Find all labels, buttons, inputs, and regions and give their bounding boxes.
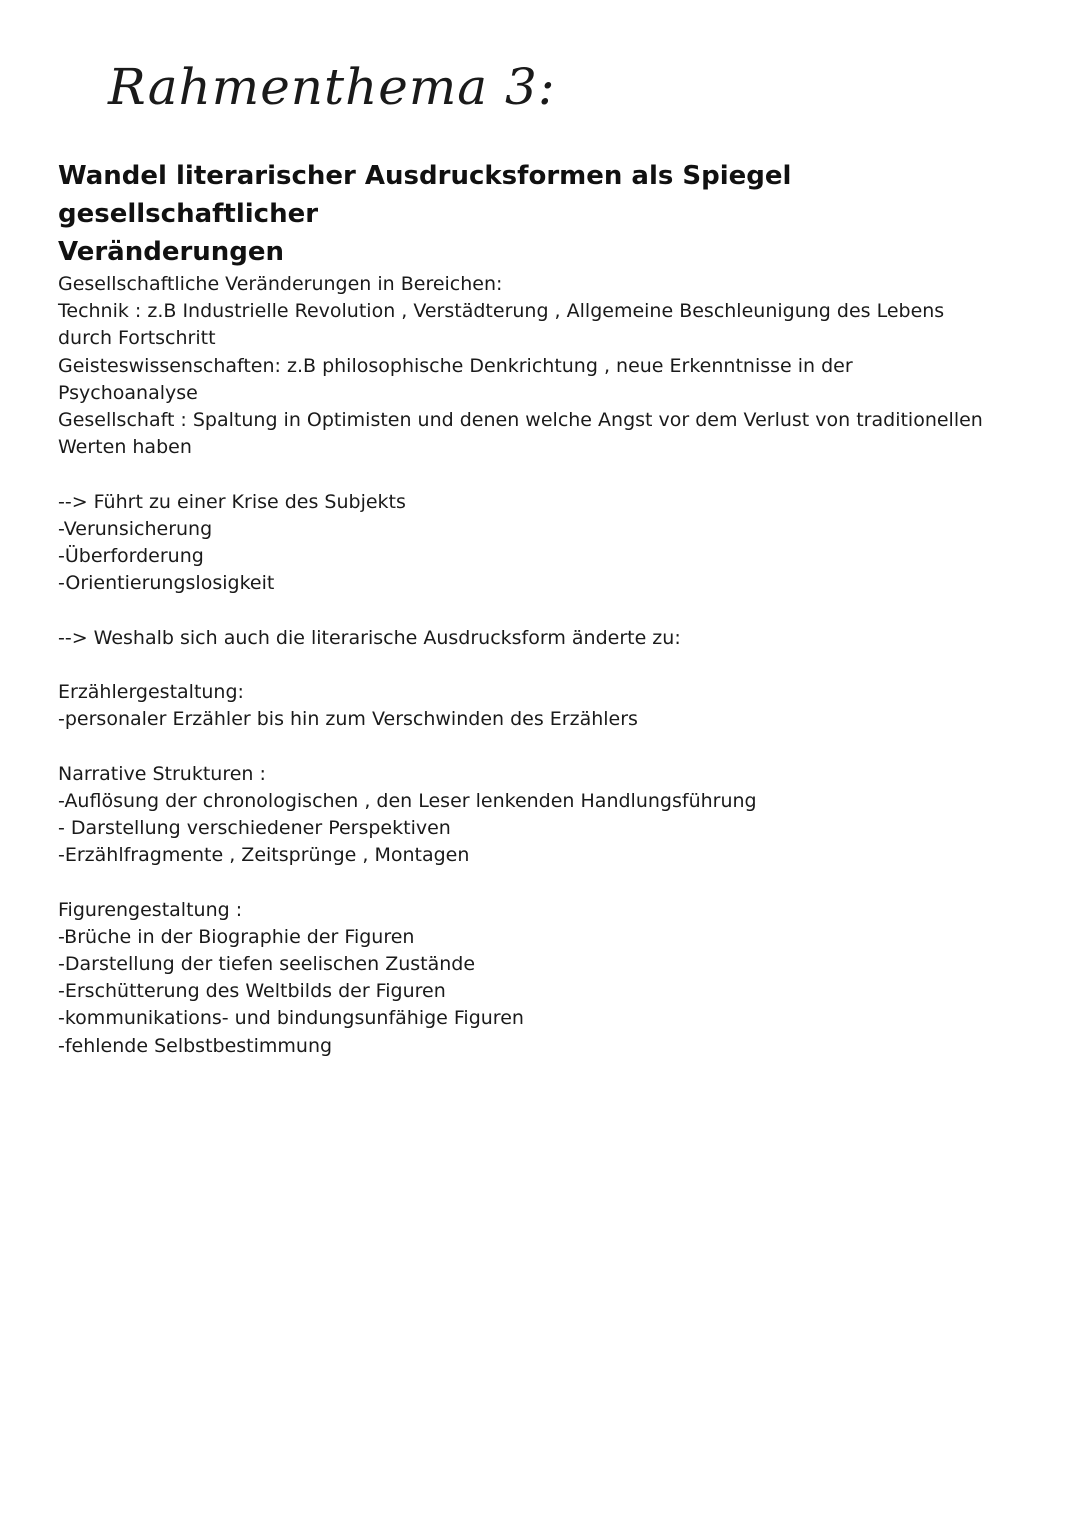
text-line: Gesellschaft : Spaltung in Optimisten und denen welche Angst vor dem Verlust von traditionellen xyxy=(58,409,983,432)
list-item: -Erschütterung des Weltbilds der Figuren xyxy=(58,980,446,1003)
blank-line xyxy=(58,597,1018,624)
blank-line xyxy=(58,461,1018,488)
list-item: -Verunsicherung xyxy=(58,517,213,540)
list-item: -Auflösung der chronologischen , den Leser lenkenden Handlungsführung xyxy=(58,789,757,812)
text-line: Gesellschaftliche Veränderungen in Bereichen: xyxy=(58,273,503,295)
text-line: --> Führt zu einer Krise des Subjekts xyxy=(58,490,406,513)
section-label: Narrative Strukturen : xyxy=(58,762,266,785)
structures-section xyxy=(58,761,1018,870)
document-content xyxy=(58,157,1018,1060)
narrator-section xyxy=(58,679,1018,733)
list-item: -Erzählfragmente , Zeitsprünge , Montagen xyxy=(58,844,470,867)
text-line: --> Weshalb sich auch die literarische Ausdrucksform änderte zu: xyxy=(58,626,681,649)
list-item: -personaler Erzähler bis hin zum Verschwinden des Erzählers xyxy=(58,708,638,731)
heading-line: Wandel literarischer Ausdrucksformen als Spiegel gesellschaftlicher xyxy=(58,161,792,229)
crisis-section xyxy=(58,489,1018,598)
section-label: Erzählergestaltung: xyxy=(58,681,244,703)
section-label: Figurengestaltung : xyxy=(58,898,243,921)
handwritten-title: Rahmenthema 3: xyxy=(108,58,556,116)
list-item: -Orientierungslosigkeit xyxy=(58,572,275,595)
text-line: Technik : z.B Industrielle Revolution , Verstädterung , Allgemeine Beschleunigung des Lebens xyxy=(58,300,945,323)
text-line: Geisteswissenschaften: z.B philosophische Denkrichtung , neue Erkenntnisse in der xyxy=(58,354,853,377)
figures-section xyxy=(58,897,1018,1060)
text-line: Psychoanalyse xyxy=(58,381,198,404)
change-section xyxy=(58,625,1018,652)
list-item: -Brüche in der Biographie der Figuren xyxy=(58,925,415,948)
list-item: -kommunikations- und bindungsunfähige Figuren xyxy=(58,1007,524,1030)
list-item: -fehlende Selbstbestimmung xyxy=(58,1034,333,1057)
intro-section xyxy=(58,271,1018,461)
blank-line xyxy=(58,869,1018,896)
heading-line: Veränderungen xyxy=(58,237,285,267)
document-heading xyxy=(58,157,1018,271)
blank-line xyxy=(58,652,1018,679)
list-item: - Darstellung verschiedener Perspektiven xyxy=(58,817,451,839)
blank-line xyxy=(58,733,1018,760)
list-item: -Darstellung der tiefen seelischen Zustände xyxy=(58,953,476,975)
list-item: -Überforderung xyxy=(58,545,204,568)
text-line: Werten haben xyxy=(58,436,192,459)
text-line: durch Fortschritt xyxy=(58,327,216,350)
